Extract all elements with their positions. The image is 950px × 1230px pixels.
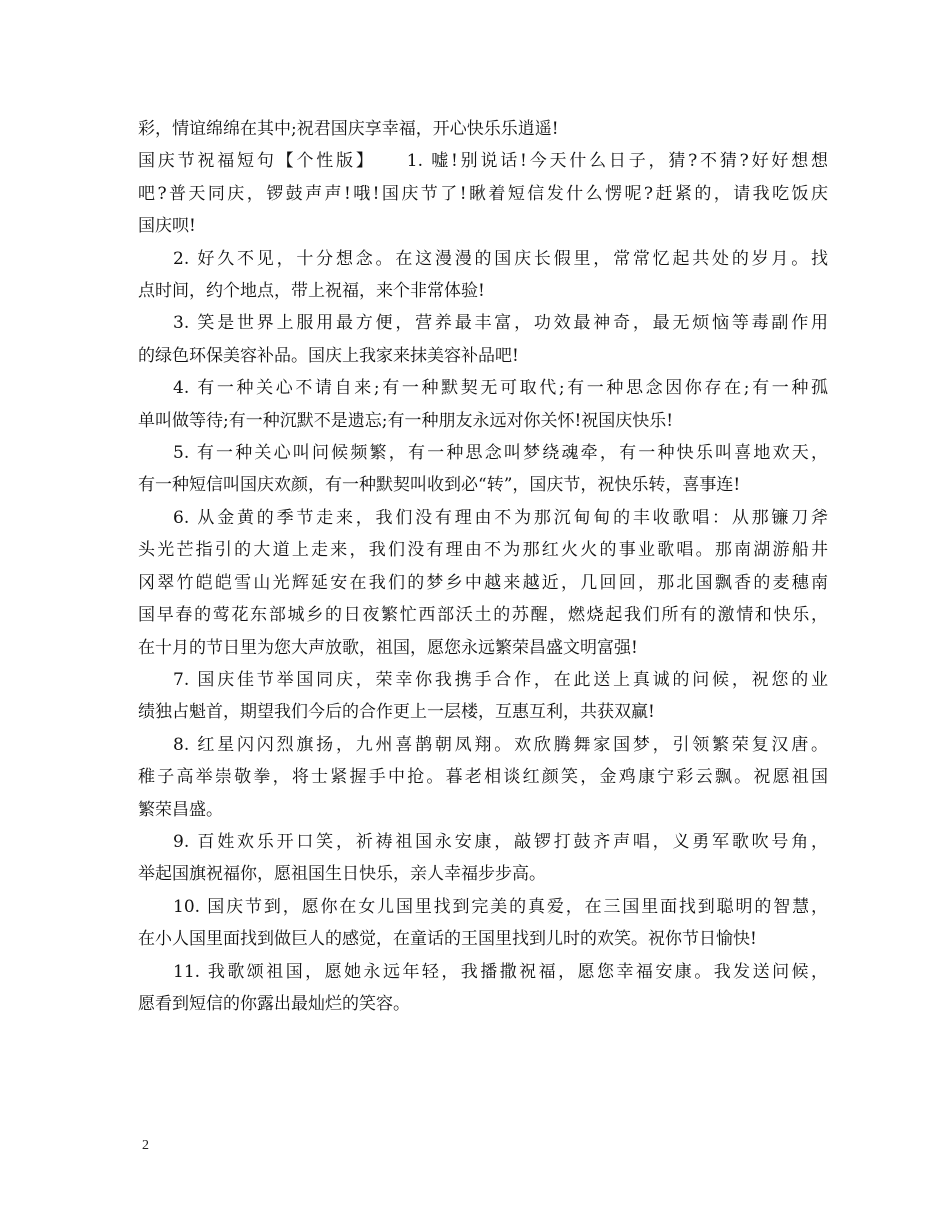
text-line: 绩独占魁首，期望我们今后的合作更上一层楼，互惠互利，共获双赢!: [138, 702, 655, 723]
page-number: 2: [142, 1138, 149, 1153]
text-line: 稚子高举崇敬拳，将士紧握手中抢。暮老相谈红颜笑，金鸡康宁彩云飘。祝愿祖国: [138, 767, 828, 788]
text-line: 在小人国里面找到做巨人的感觉，在童话的王国里找到儿时的欢笑。祝你节日愉快!: [138, 929, 757, 950]
text-line: 繁荣昌盛。: [138, 799, 223, 820]
text-line: 5. 有一种关心叫问候频繁，有一种思念叫梦绕魂牵，有一种快乐叫喜地欢天，: [173, 443, 828, 464]
text-line: 10. 国庆节到，愿你在女儿国里找到完美的真爱，在三国里面找到聪明的智慧，: [173, 896, 828, 917]
text-line: 9. 百姓欢乐开口笑，祈祷祖国永安康，敲锣打鼓齐声唱，义勇军歌吹号角，: [173, 831, 828, 852]
text-line: 国早春的莺花东部城乡的日夜繁忙西部沃土的苏醒，燃烧起我们所有的激情和快乐，: [138, 605, 828, 626]
text-line: 8. 红星闪闪烈旗扬，九州喜鹊朝凤翔。欢欣腾舞家国梦，引领繁荣复汉唐。: [173, 734, 828, 755]
document-body: [138, 113, 828, 1020]
text-line: 国庆节祝福短句【个性版】 1. 嘘!别说话!今天什么日子，猜?不猜?好好想想: [138, 151, 828, 172]
text-line: 国庆呗!: [138, 216, 196, 237]
text-line: 6. 从金黄的季节走来，我们没有理由不为那沉甸甸的丰收歌唱：从那镰刀斧: [173, 507, 828, 528]
text-line: 4. 有一种关心不请自来;有一种默契无可取代;有一种思念因你存在;有一种孤: [173, 378, 828, 399]
text-line: 2. 好久不见，十分想念。在这漫漫的国庆长假里，常常忆起共处的岁月。找: [173, 248, 828, 269]
text-line: 7. 国庆佳节举国同庆，荣幸你我携手合作，在此送上真诚的问候，祝您的业: [173, 669, 828, 690]
text-line: 吧?普天同庆，锣鼓声声!哦!国庆节了!瞅着短信发什么愣呢?赶紧的，请我吃饭庆: [138, 183, 828, 204]
text-line: 冈翠竹皑皑雪山光辉延安在我们的梦乡中越来越近，几回回，那北国飘香的麦穗南: [138, 572, 828, 593]
text-line: 点时间，约个地点，带上祝福，来个非常体验!: [138, 281, 485, 302]
text-line: 举起国旗祝福你，愿祖国生日快乐，亲人幸福步步高。: [138, 864, 546, 885]
text-line: 的绿色环保美容补品。国庆上我家来抹美容补品吧!: [138, 345, 519, 366]
text-line: 11. 我歌颂祖国，愿她永远年轻，我播撒祝福，愿您幸福安康。我发送问候，: [173, 961, 828, 982]
text-line: 愿看到短信的你露出最灿烂的笑容。: [138, 993, 410, 1014]
text-line: 有一种短信叫国庆欢颜，有一种默契叫收到必“转”，国庆节，祝快乐转，喜事连!: [138, 475, 741, 496]
text-line: 在十月的节日里为您大声放歌，祖国，愿您永远繁荣昌盛文明富强!: [138, 637, 638, 658]
text-line: 3. 笑是世界上服用最方便，营养最丰富，功效最神奇，最无烦恼等毒副作用: [173, 313, 828, 334]
text-line: 彩，情谊绵绵在其中;祝君国庆享幸福，开心快乐乐逍遥!: [138, 119, 559, 139]
text-line: 单叫做等待;有一种沉默不是遗忘;有一种朋友永远对你关怀!祝国庆快乐!: [138, 410, 674, 431]
text-line: 头光芒指引的大道上走来，我们没有理由不为那红火火的事业歌唱。那南湖游船井: [138, 540, 828, 561]
